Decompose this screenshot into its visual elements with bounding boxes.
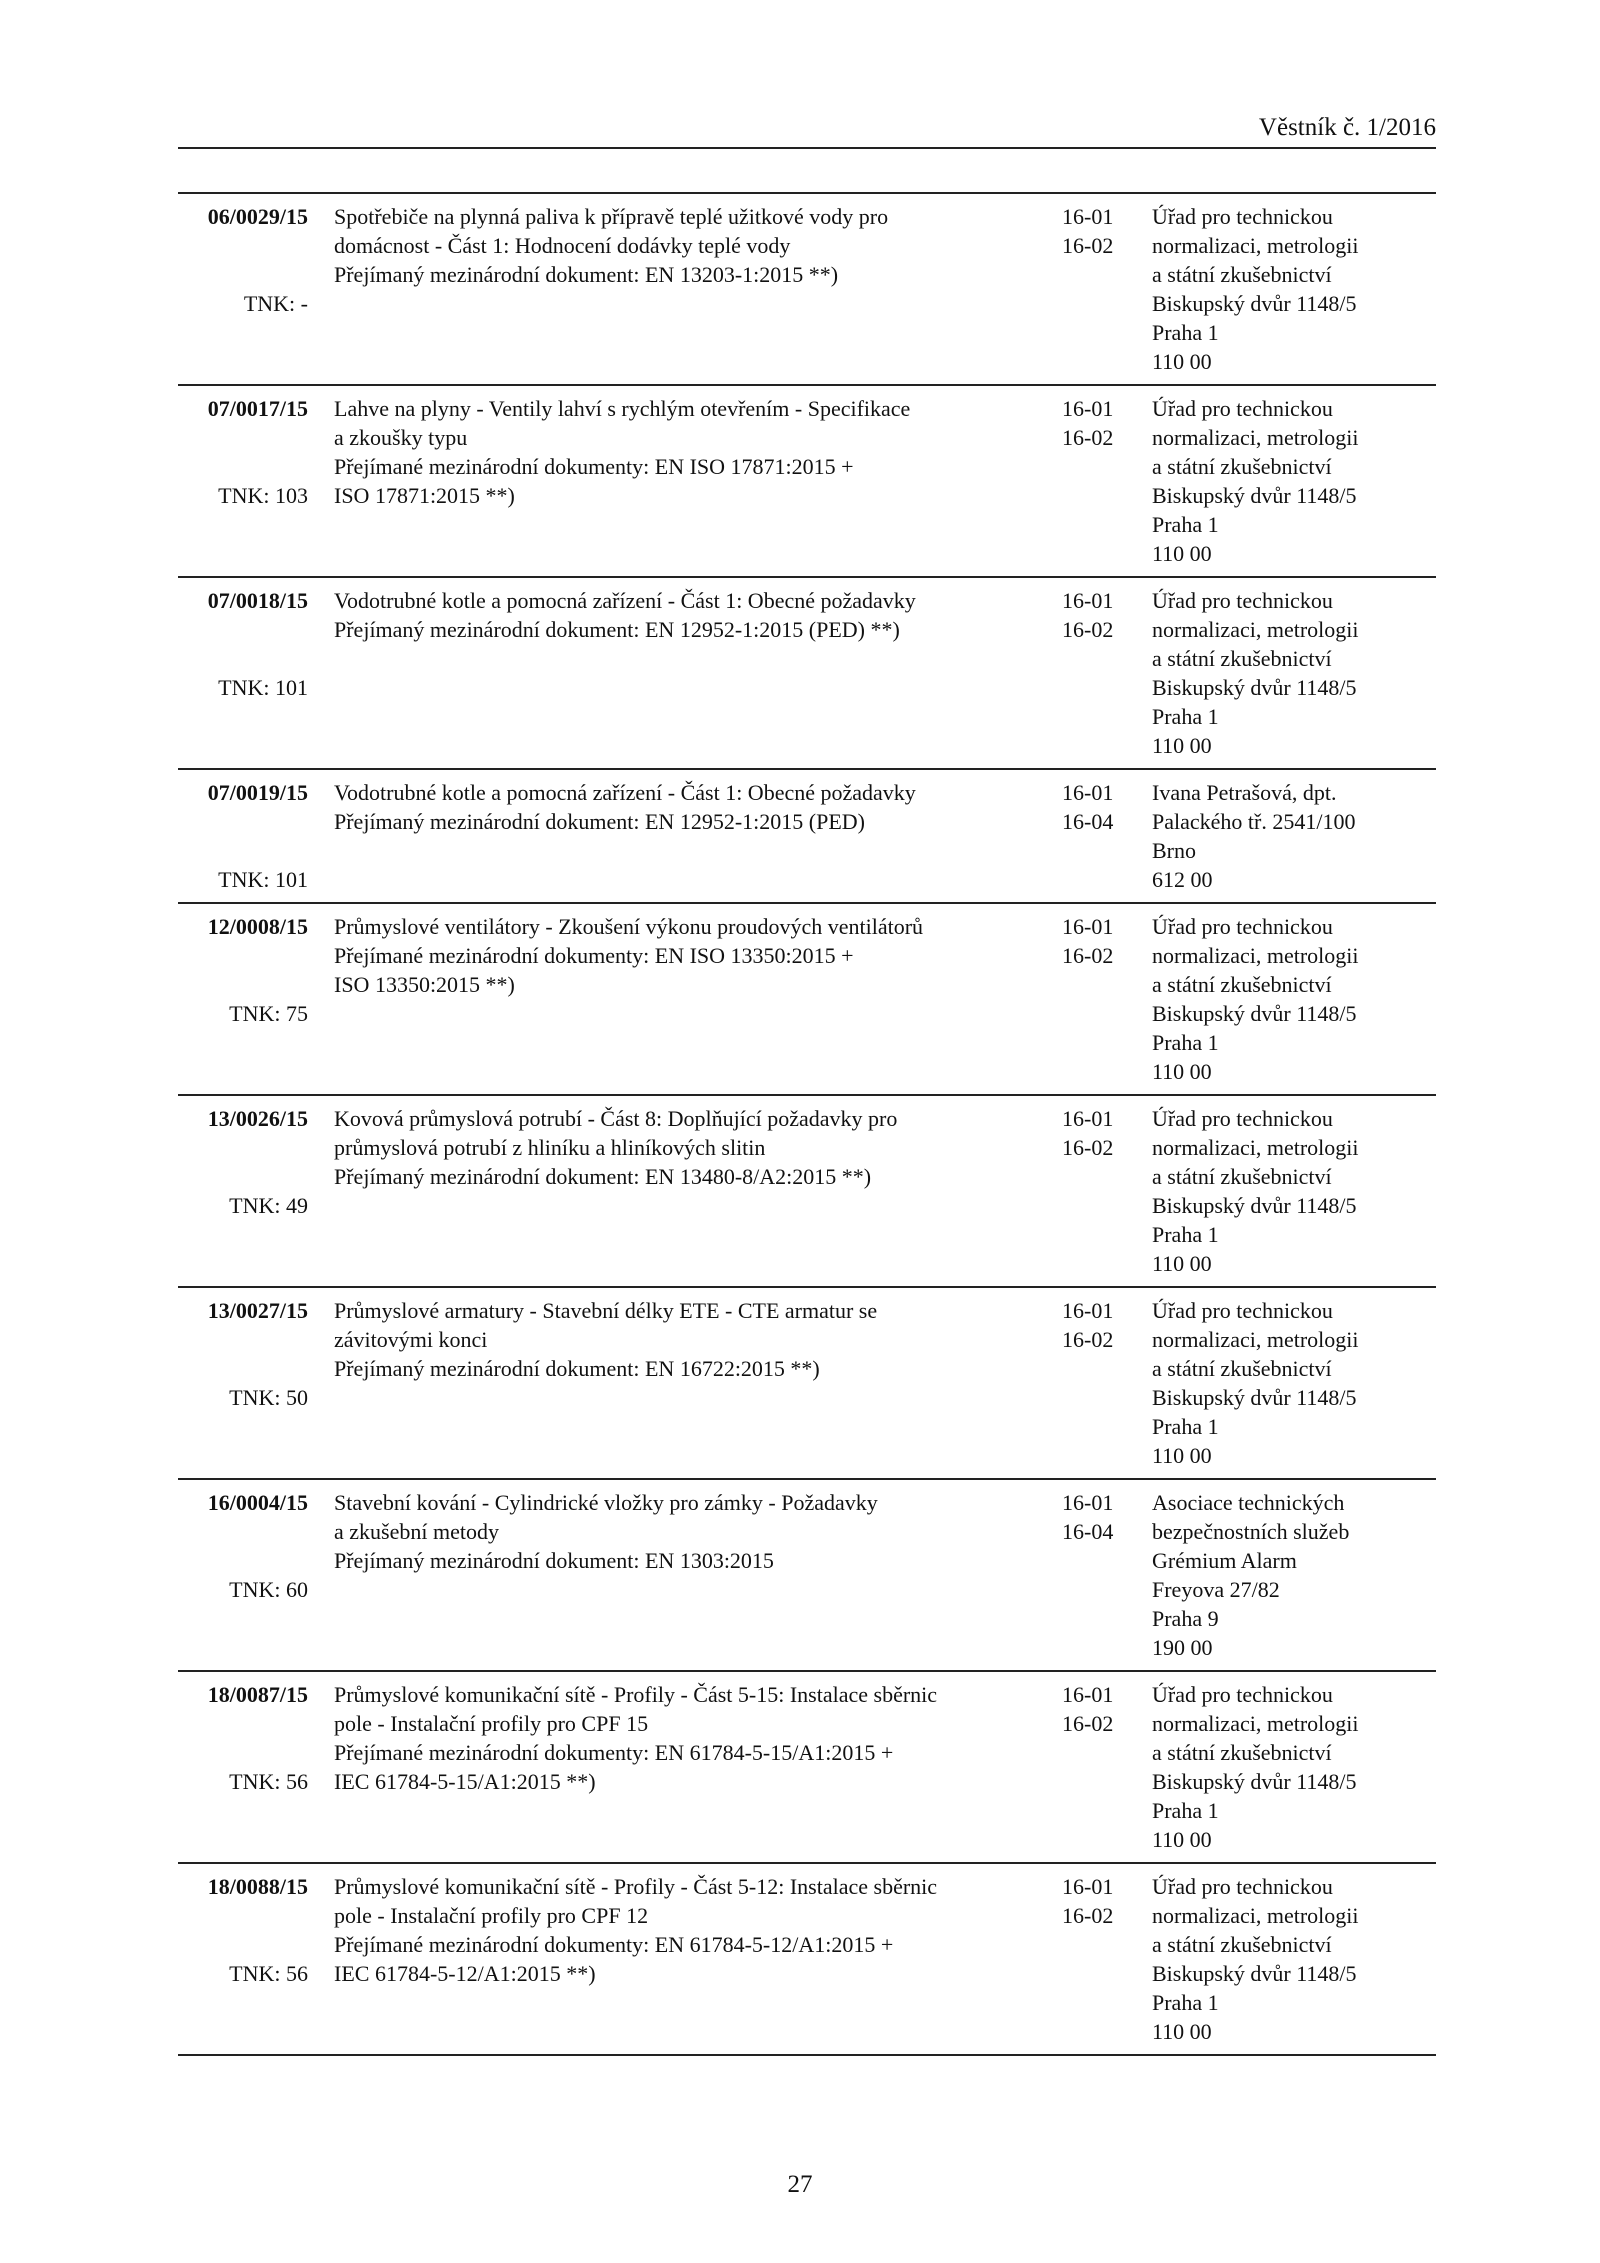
entry-number: 13/0026/15	[207, 1106, 308, 1131]
entry-description	[334, 1296, 1014, 1383]
address-line: 110 00	[1152, 2019, 1212, 2044]
description-line: Kovová průmyslová potrubí - Část 8: Doplňující požadavky pro	[334, 1106, 898, 1131]
entry-description	[334, 1872, 1014, 1988]
entry-address	[1152, 1872, 1442, 2046]
address-line: normalizaci, metrologii	[1152, 617, 1359, 642]
address-line: a státní zkušebnictví	[1152, 1356, 1332, 1381]
description-line: Přejímaný mezinárodní dokument: EN 12952-1:2015 (PED) **)	[334, 617, 900, 642]
address-line: Biskupský dvůr 1148/5	[1152, 291, 1357, 316]
description-line: Průmyslové komunikační sítě - Profily - Část 5-15: Instalace sběrnic	[334, 1682, 938, 1707]
code-line: 16-02	[1062, 1903, 1114, 1928]
address-line: Úřad pro technickou	[1152, 204, 1333, 229]
description-line: Přejímaný mezinárodní dokument: EN 1303:2015	[334, 1548, 774, 1573]
description-line: Vodotrubné kotle a pomocná zařízení - Část 1: Obecné požadavky	[334, 588, 916, 613]
entry-id-column	[178, 912, 308, 1026]
entry-codes	[1062, 1872, 1142, 1930]
entry-description	[334, 586, 1014, 644]
description-line: Přejímané mezinárodní dokumenty: EN ISO 13350:2015 +	[334, 943, 854, 968]
description-line: pole - Instalační profily pro CPF 12	[334, 1903, 649, 1928]
page-number: 27	[787, 2171, 813, 2198]
entry-number: 18/0088/15	[207, 1874, 308, 1899]
table-row	[178, 386, 1436, 578]
entry-id-column	[178, 202, 308, 316]
address-line: normalizaci, metrologii	[1152, 1711, 1359, 1736]
entry-tnk: TNK: 56	[229, 1769, 308, 1794]
description-line: ISO 13350:2015 **)	[334, 972, 515, 997]
address-line: normalizaci, metrologii	[1152, 425, 1359, 450]
address-line: Biskupský dvůr 1148/5	[1152, 1769, 1357, 1794]
entry-address	[1152, 586, 1442, 760]
code-line: 16-01	[1062, 1874, 1114, 1899]
description-line: Vodotrubné kotle a pomocná zařízení - Část 1: Obecné požadavky	[334, 780, 916, 805]
entry-tnk: TNK: 101	[218, 675, 308, 700]
description-line: IEC 61784-5-12/A1:2015 **)	[334, 1961, 596, 1986]
description-line: Přejímané mezinárodní dokumenty: EN ISO 17871:2015 +	[334, 454, 854, 479]
description-line: Přejímané mezinárodní dokumenty: EN 61784-5-15/A1:2015 +	[334, 1740, 894, 1765]
entry-codes	[1062, 586, 1142, 644]
code-line: 16-02	[1062, 1135, 1114, 1160]
address-line: 110 00	[1152, 1827, 1212, 1852]
entry-address	[1152, 1488, 1442, 1662]
address-line: Praha 1	[1152, 704, 1219, 729]
address-line: Praha 1	[1152, 320, 1219, 345]
description-line: průmyslová potrubí z hliníku a hliníkových slitin	[334, 1135, 766, 1160]
address-line: Biskupský dvůr 1148/5	[1152, 1001, 1357, 1026]
code-line: 16-02	[1062, 943, 1114, 968]
entry-codes	[1062, 912, 1142, 970]
table-row	[178, 1288, 1436, 1480]
entry-id-column	[178, 586, 308, 700]
entry-id-column	[178, 1680, 308, 1794]
address-line: Úřad pro technickou	[1152, 914, 1333, 939]
entry-number: 12/0008/15	[207, 914, 308, 939]
address-line: Palackého tř. 2541/100	[1152, 809, 1356, 834]
entry-tnk: TNK: -	[243, 291, 308, 316]
table-row	[178, 578, 1436, 770]
address-line: 110 00	[1152, 541, 1212, 566]
address-line: Biskupský dvůr 1148/5	[1152, 1961, 1357, 1986]
code-line: 16-01	[1062, 780, 1114, 805]
address-line: 190 00	[1152, 1635, 1213, 1660]
description-line: Průmyslové ventilátory - Zkoušení výkonu proudových ventilátorů	[334, 914, 924, 939]
entry-description	[334, 202, 1014, 289]
table-row	[178, 904, 1436, 1096]
description-line: Přejímaný mezinárodní dokument: EN 13203-1:2015 **)	[334, 262, 839, 287]
address-line: a státní zkušebnictví	[1152, 1164, 1332, 1189]
address-line: a státní zkušebnictví	[1152, 1932, 1332, 1957]
code-line: 16-01	[1062, 396, 1114, 421]
entry-codes	[1062, 202, 1142, 260]
entry-address	[1152, 202, 1442, 376]
address-line: normalizaci, metrologii	[1152, 1135, 1359, 1160]
entry-tnk: TNK: 50	[229, 1385, 308, 1410]
address-line: normalizaci, metrologii	[1152, 1327, 1359, 1352]
code-line: 16-01	[1062, 588, 1114, 613]
entry-id-column	[178, 1104, 308, 1218]
journal-title: Věstník č. 1/2016	[1258, 114, 1436, 141]
entry-address	[1152, 778, 1442, 894]
entry-id-column	[178, 778, 308, 892]
entry-tnk: TNK: 56	[229, 1961, 308, 1986]
address-line: Úřad pro technickou	[1152, 588, 1333, 613]
description-line: domácnost - Část 1: Hodnocení dodávky teplé vody	[334, 233, 791, 258]
address-line: Asociace technických	[1152, 1490, 1345, 1515]
entry-number: 18/0087/15	[207, 1682, 308, 1707]
code-line: 16-01	[1062, 914, 1114, 939]
entry-description	[334, 1104, 1014, 1191]
address-line: 110 00	[1152, 1443, 1212, 1468]
entry-description	[334, 912, 1014, 999]
entry-codes	[1062, 394, 1142, 452]
entry-id-column	[178, 1296, 308, 1410]
description-line: pole - Instalační profily pro CPF 15	[334, 1711, 649, 1736]
table-row	[178, 1480, 1436, 1672]
address-line: a státní zkušebnictví	[1152, 972, 1332, 997]
address-line: a státní zkušebnictví	[1152, 1740, 1332, 1765]
entry-number: 07/0019/15	[207, 780, 308, 805]
code-line: 16-01	[1062, 1298, 1114, 1323]
address-line: Praha 1	[1152, 1222, 1219, 1247]
description-line: Stavební kování - Cylindrické vložky pro zámky - Požadavky	[334, 1490, 878, 1515]
description-line: Lahve na plyny - Ventily lahví s rychlým otevřením - Specifikace	[334, 396, 911, 421]
code-line: 16-02	[1062, 425, 1114, 450]
entry-description	[334, 1680, 1014, 1796]
entry-tnk: TNK: 49	[229, 1193, 308, 1218]
description-line: a zkušební metody	[334, 1519, 499, 1544]
description-line: IEC 61784-5-15/A1:2015 **)	[334, 1769, 596, 1794]
code-line: 16-04	[1062, 809, 1114, 834]
code-line: 16-02	[1062, 233, 1114, 258]
code-line: 16-01	[1062, 204, 1114, 229]
description-line: a zkoušky typu	[334, 425, 468, 450]
address-line: bezpečnostních služeb	[1152, 1519, 1350, 1544]
address-line: a státní zkušebnictví	[1152, 646, 1332, 671]
description-line: Přejímaný mezinárodní dokument: EN 13480-8/A2:2015 **)	[334, 1164, 872, 1189]
entry-tnk: TNK: 60	[229, 1577, 308, 1602]
table-row	[178, 770, 1436, 904]
entry-id-column	[178, 1488, 308, 1602]
table-row	[178, 1672, 1436, 1864]
address-line: Praha 1	[1152, 1990, 1219, 2015]
code-line: 16-02	[1062, 1327, 1114, 1352]
table-row	[178, 1096, 1436, 1288]
address-line: normalizaci, metrologii	[1152, 233, 1359, 258]
code-line: 16-01	[1062, 1106, 1114, 1131]
entry-id-column	[178, 394, 308, 508]
entry-id-column	[178, 1872, 308, 1986]
address-line: normalizaci, metrologii	[1152, 1903, 1359, 1928]
address-line: normalizaci, metrologii	[1152, 943, 1359, 968]
entry-codes	[1062, 1680, 1142, 1738]
address-line: Úřad pro technickou	[1152, 1874, 1333, 1899]
address-line: Praha 1	[1152, 1030, 1219, 1055]
entry-description	[334, 1488, 1014, 1575]
entry-number: 16/0004/15	[207, 1490, 308, 1515]
entry-tnk: TNK: 103	[218, 483, 308, 508]
entry-tnk: TNK: 75	[229, 1001, 308, 1026]
address-line: Freyova 27/82	[1152, 1577, 1280, 1602]
address-line: Úřad pro technickou	[1152, 1682, 1333, 1707]
code-line: 16-04	[1062, 1519, 1114, 1544]
address-line: 110 00	[1152, 349, 1212, 374]
entry-codes	[1062, 1104, 1142, 1162]
entry-codes	[1062, 778, 1142, 836]
description-line: Přejímané mezinárodní dokumenty: EN 61784-5-12/A1:2015 +	[334, 1932, 894, 1957]
address-line: Biskupský dvůr 1148/5	[1152, 675, 1357, 700]
table-row	[178, 1864, 1436, 2056]
description-line: závitovými konci	[334, 1327, 488, 1352]
address-line: a státní zkušebnictví	[1152, 454, 1332, 479]
code-line: 16-02	[1062, 1711, 1114, 1736]
description-line: Průmyslové komunikační sítě - Profily - Část 5-12: Instalace sběrnic	[334, 1874, 938, 1899]
address-line: Biskupský dvůr 1148/5	[1152, 1385, 1357, 1410]
entry-address	[1152, 394, 1442, 568]
address-line: 612 00	[1152, 867, 1213, 892]
entry-number: 07/0018/15	[207, 588, 308, 613]
address-line: Praha 1	[1152, 1798, 1219, 1823]
description-line: Přejímaný mezinárodní dokument: EN 12952-1:2015 (PED)	[334, 809, 865, 834]
description-line: ISO 17871:2015 **)	[334, 483, 515, 508]
entry-description	[334, 394, 1014, 510]
address-line: Biskupský dvůr 1148/5	[1152, 483, 1357, 508]
entry-number: 07/0017/15	[207, 396, 308, 421]
address-line: 110 00	[1152, 1251, 1212, 1276]
address-line: Úřad pro technickou	[1152, 396, 1333, 421]
address-line: Úřad pro technickou	[1152, 1298, 1333, 1323]
entry-address	[1152, 1680, 1442, 1854]
address-line: Úřad pro technickou	[1152, 1106, 1333, 1131]
description-line: Průmyslové armatury - Stavební délky ETE - CTE armatur se	[334, 1298, 878, 1323]
description-line: Přejímaný mezinárodní dokument: EN 16722:2015 **)	[334, 1356, 820, 1381]
entry-tnk: TNK: 101	[218, 867, 308, 892]
entry-address	[1152, 1104, 1442, 1278]
entry-number: 06/0029/15	[207, 204, 308, 229]
entry-codes	[1062, 1488, 1142, 1546]
address-line: 110 00	[1152, 1059, 1212, 1084]
description-line: Spotřebiče na plynná paliva k přípravě teplé užitkové vody pro	[334, 204, 889, 229]
entry-address	[1152, 912, 1442, 1086]
header-rule	[178, 147, 1436, 149]
entry-address	[1152, 1296, 1442, 1470]
code-line: 16-01	[1062, 1682, 1114, 1707]
address-line: Praha 1	[1152, 512, 1219, 537]
code-line: 16-01	[1062, 1490, 1114, 1515]
entry-codes	[1062, 1296, 1142, 1354]
address-line: Brno	[1152, 838, 1196, 863]
address-line: a státní zkušebnictví	[1152, 262, 1332, 287]
code-line: 16-02	[1062, 617, 1114, 642]
entry-number: 13/0027/15	[207, 1298, 308, 1323]
address-line: Praha 1	[1152, 1414, 1219, 1439]
address-line: Biskupský dvůr 1148/5	[1152, 1193, 1357, 1218]
entries-table	[178, 192, 1436, 2056]
address-line: Ivana Petrašová, dpt.	[1152, 780, 1337, 805]
address-line: Praha 9	[1152, 1606, 1219, 1631]
entry-description	[334, 778, 1014, 836]
table-row	[178, 194, 1436, 386]
address-line: 110 00	[1152, 733, 1212, 758]
address-line: Grémium Alarm	[1152, 1548, 1297, 1573]
